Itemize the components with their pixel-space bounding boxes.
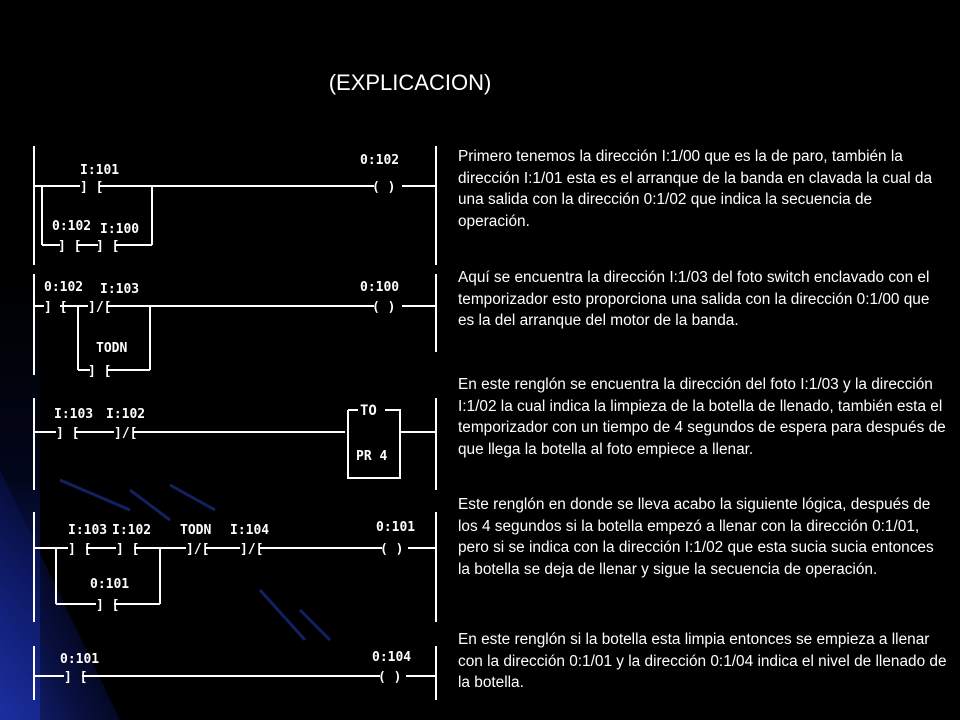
rung-3-contact-2-address: I:102: [106, 407, 146, 422]
rung-4-contact-5-address: 0:101: [90, 577, 130, 592]
rung-1-contact-3-address: I:100: [100, 222, 140, 237]
page-title: (EXPLICACION): [328, 70, 492, 95]
rung-4-contact-2: ] [: [116, 542, 140, 557]
paragraph-rung-2: Aquí se encuentra la dirección I:1/03 del foto switch enclavado con el temporizador esto proporciona una salida con la dirección 0:1/00 que es la del arranque del motor de la banda.: [458, 269, 930, 329]
rung-3-contact-1: ] [: [56, 426, 80, 441]
rung-3-contact-2: ]/[: [114, 426, 138, 441]
rung-2-contact-1: ] [: [44, 300, 68, 315]
rung-2-contact-1-address: 0:102: [44, 280, 84, 295]
rung-1-contact-1-address: I:101: [80, 163, 120, 178]
rung-4-contact-4: ]/[: [240, 542, 264, 557]
rung-4-contact-3: ]/[: [186, 542, 210, 557]
paragraph-rung-1: Primero tenemos la dirección I:1/00 que es la de paro, también la dirección I:1/01 esta es el arranque de la banda en clavada la cual da una salida con la dirección 0:1/02 que indica la secuencia de operación.: [458, 148, 933, 230]
paragraph-rung-3: En este renglón se encuentra la dirección del foto I:1/03 y la dirección I:1/02 la cual indica la limpieza de la botella de llenado, también esta el temporizador con un tiempo de 4 segundos de espera para después de que llega la botella al foto empiece a llenar.: [458, 376, 946, 458]
rung-4-coil-address: 0:101: [376, 520, 416, 535]
rung-4-contact-1: ] [: [68, 542, 92, 557]
rung-1-contact-2-address: 0:102: [52, 219, 92, 234]
rung-4-coil: ( ): [380, 542, 404, 557]
rung-1-contact-2: ] [: [58, 239, 82, 254]
rung-1-coil-address: 0:102: [360, 153, 400, 168]
rung-2-contact-2-address: I:103: [100, 282, 140, 297]
rung-2-coil: ( ): [372, 300, 396, 315]
rung-1-coil: ( ): [372, 180, 396, 195]
paragraph-rung-4: Este renglón en donde se lleva acabo la siguiente lógica, después de los 4 segundos si la botella empezó a llenar con la dirección 0:1/01, pero si se indica con la dirección I:1/02 que esta sucia sucia entonces la botella se deja de llenar y sigue la secuencia de operación.: [458, 496, 934, 578]
rung-5-contact-1: ] [: [64, 670, 88, 685]
rung-4-contact-3-address: TODN: [180, 523, 212, 538]
paragraph-rung-5: En este renglón si la botella esta limpia entonces se empieza a llenar con la dirección 0:1/01 y la dirección 0:1/04 indica el nivel de llenado de la botella.: [458, 631, 947, 691]
rung-2-contact-3-address: TODN: [96, 341, 128, 356]
rung-5-contact-1-address: 0:101: [60, 652, 100, 667]
rung-3-contact-1-address: I:103: [54, 407, 94, 422]
rung-3-timer-preset: PR 4: [356, 449, 388, 464]
rung-2-contact-2: ]/[: [88, 300, 112, 315]
rung-4-contact-5: ] [: [96, 598, 120, 613]
rung-5-coil-address: 0:104: [372, 650, 412, 665]
rung-1-contact-3: ] [: [96, 239, 120, 254]
rung-4-contact-2-address: I:102: [112, 523, 152, 538]
rung-4-contact-4-address: I:104: [230, 523, 270, 538]
rung-2-coil-address: 0:100: [360, 280, 400, 295]
rung-3-timer-label: TO: [360, 403, 377, 419]
rung-1-contact-1: ] [: [80, 180, 104, 195]
rung-4-contact-1-address: I:103: [68, 523, 108, 538]
rung-2-contact-3: ] [: [88, 364, 112, 379]
rung-5-coil: ( ): [378, 670, 402, 685]
